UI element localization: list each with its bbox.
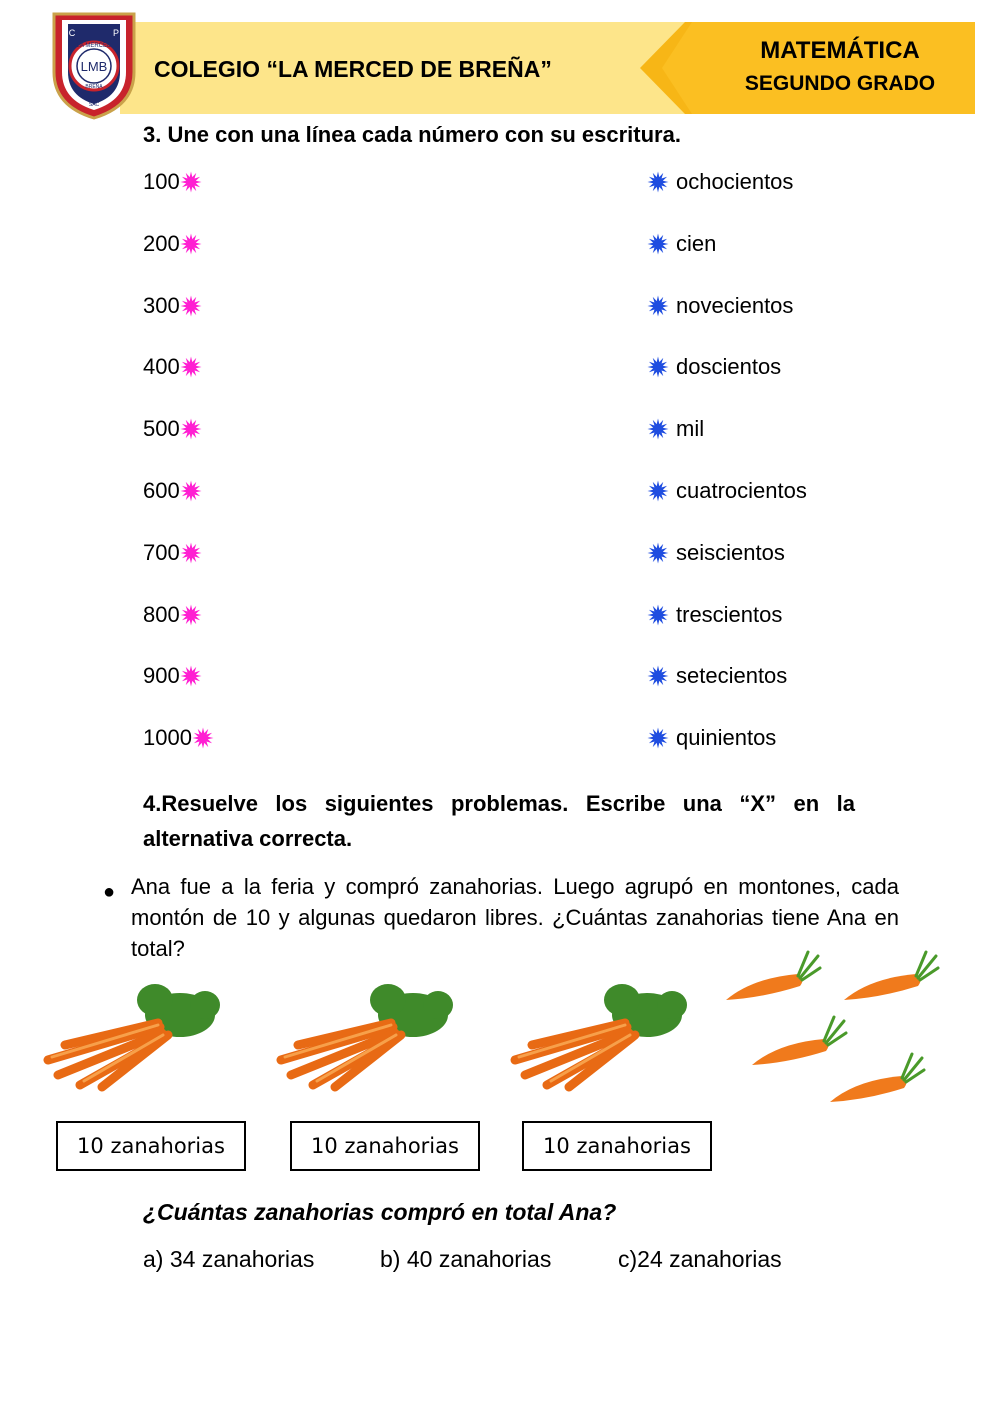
word-label: novecientos [676, 292, 794, 318]
word-item [647, 725, 776, 751]
bunch-label-box: 10 zanahorias [56, 1121, 246, 1171]
number-item [143, 231, 202, 257]
word-label: seiscientos [676, 539, 785, 565]
number-connector-star-icon[interactable] [180, 356, 202, 378]
section3-instruction: 3. Une con una línea cada número con su escritura. [143, 122, 681, 147]
number-label: 300 [143, 292, 180, 318]
answer-option-c[interactable]: c)24 zanahorias [618, 1246, 782, 1272]
number-item [143, 478, 202, 504]
school-title: COLEGIO “LA MERCED DE BREÑA” [154, 56, 552, 82]
carrot-bunch-image [507, 975, 692, 1095]
logo-letter-right: P [112, 28, 120, 38]
answer-option-b[interactable]: b) 40 zanahorias [380, 1246, 552, 1272]
logo-arc-text: LA MERCED [76, 43, 112, 49]
bunch-label-box: 10 zanahorias [522, 1121, 712, 1171]
subject-title: MATEMÁTICA [760, 37, 920, 64]
number-connector-star-icon[interactable] [180, 542, 202, 564]
number-label: 800 [143, 601, 180, 627]
number-connector-star-icon[interactable] [180, 171, 202, 193]
number-item [143, 540, 202, 566]
word-connector-star-icon[interactable] [647, 356, 669, 378]
logo-bottom-text: BREÑA [85, 84, 103, 90]
bunch-label-box: 10 zanahorias [290, 1121, 480, 1171]
logo-initials: LMB [80, 59, 108, 74]
answer-option-a[interactable]: a) 34 zanahorias [143, 1246, 315, 1272]
word-item [647, 602, 782, 628]
number-label: 900 [143, 663, 180, 689]
number-connector-star-icon[interactable] [180, 418, 202, 440]
word-item [647, 354, 781, 380]
bullet-point: ● [103, 881, 116, 903]
word-label: ochocientos [676, 169, 794, 194]
word-item [647, 540, 785, 566]
number-connector-star-icon[interactable] [180, 233, 202, 255]
logo-letter-left: C [68, 28, 76, 38]
word-item [647, 663, 787, 689]
word-item [647, 478, 807, 504]
word-item [647, 416, 704, 442]
problem-text: Ana fue a la feria y compró zanahorias. Luego agrupó en montones, cada montón de 10 y algunas quedaron libres. ¿Cuántas zanahorias tiene Ana en total? [131, 874, 899, 961]
word-connector-star-icon[interactable] [647, 480, 669, 502]
number-item [143, 293, 202, 319]
word-label: cien [676, 230, 717, 256]
number-item [143, 725, 214, 751]
number-label: 500 [143, 416, 180, 442]
word-label: doscientos [676, 354, 782, 380]
number-connector-star-icon[interactable] [180, 665, 202, 687]
word-label: quinientos [676, 725, 777, 751]
number-connector-star-icon[interactable] [192, 727, 214, 749]
number-item [143, 169, 202, 195]
number-label: 200 [143, 230, 180, 256]
number-connector-star-icon[interactable] [180, 295, 202, 317]
number-label: 700 [143, 539, 180, 565]
section4-instruction: 4.Resuelve los siguientes problemas. Escribe una “X” en la alternativa correcta. [143, 791, 855, 851]
grade-title: SEGUNDO GRADO [744, 72, 936, 95]
word-connector-star-icon[interactable] [647, 727, 669, 749]
number-item [143, 416, 202, 442]
school-logo [48, 10, 140, 122]
word-connector-star-icon[interactable] [647, 542, 669, 564]
loose-carrot-image [826, 1052, 926, 1107]
number-connector-star-icon[interactable] [180, 480, 202, 502]
word-connector-star-icon[interactable] [647, 233, 669, 255]
logo-sac-text: SAC [88, 102, 100, 108]
number-item [143, 602, 202, 628]
word-connector-star-icon[interactable] [647, 171, 669, 193]
word-label: trescientos [676, 601, 783, 627]
word-item [647, 293, 793, 319]
word-connector-star-icon[interactable] [647, 604, 669, 626]
loose-carrot-image [722, 950, 822, 1005]
loose-carrot-image [840, 950, 940, 1005]
number-label: 100 [143, 169, 180, 194]
word-label: cuatrocientos [676, 478, 807, 503]
word-connector-star-icon[interactable] [647, 418, 669, 440]
word-connector-star-icon[interactable] [647, 665, 669, 687]
question-text: ¿Cuántas zanahorias compró en total Ana? [143, 1199, 617, 1225]
carrot-bunch-image [40, 975, 225, 1095]
number-item [143, 354, 202, 380]
number-item [143, 663, 202, 689]
carrot-bunch-image [273, 975, 458, 1095]
number-label: 400 [143, 354, 180, 380]
word-item [647, 231, 716, 257]
word-connector-star-icon[interactable] [647, 295, 669, 317]
header-subject-tab-inner [662, 22, 975, 114]
word-label: mil [676, 416, 705, 442]
word-item [647, 169, 793, 195]
number-label: 600 [143, 478, 180, 503]
number-label: 1000 [143, 725, 192, 751]
number-connector-star-icon[interactable] [180, 604, 202, 626]
word-label: setecientos [676, 663, 788, 689]
